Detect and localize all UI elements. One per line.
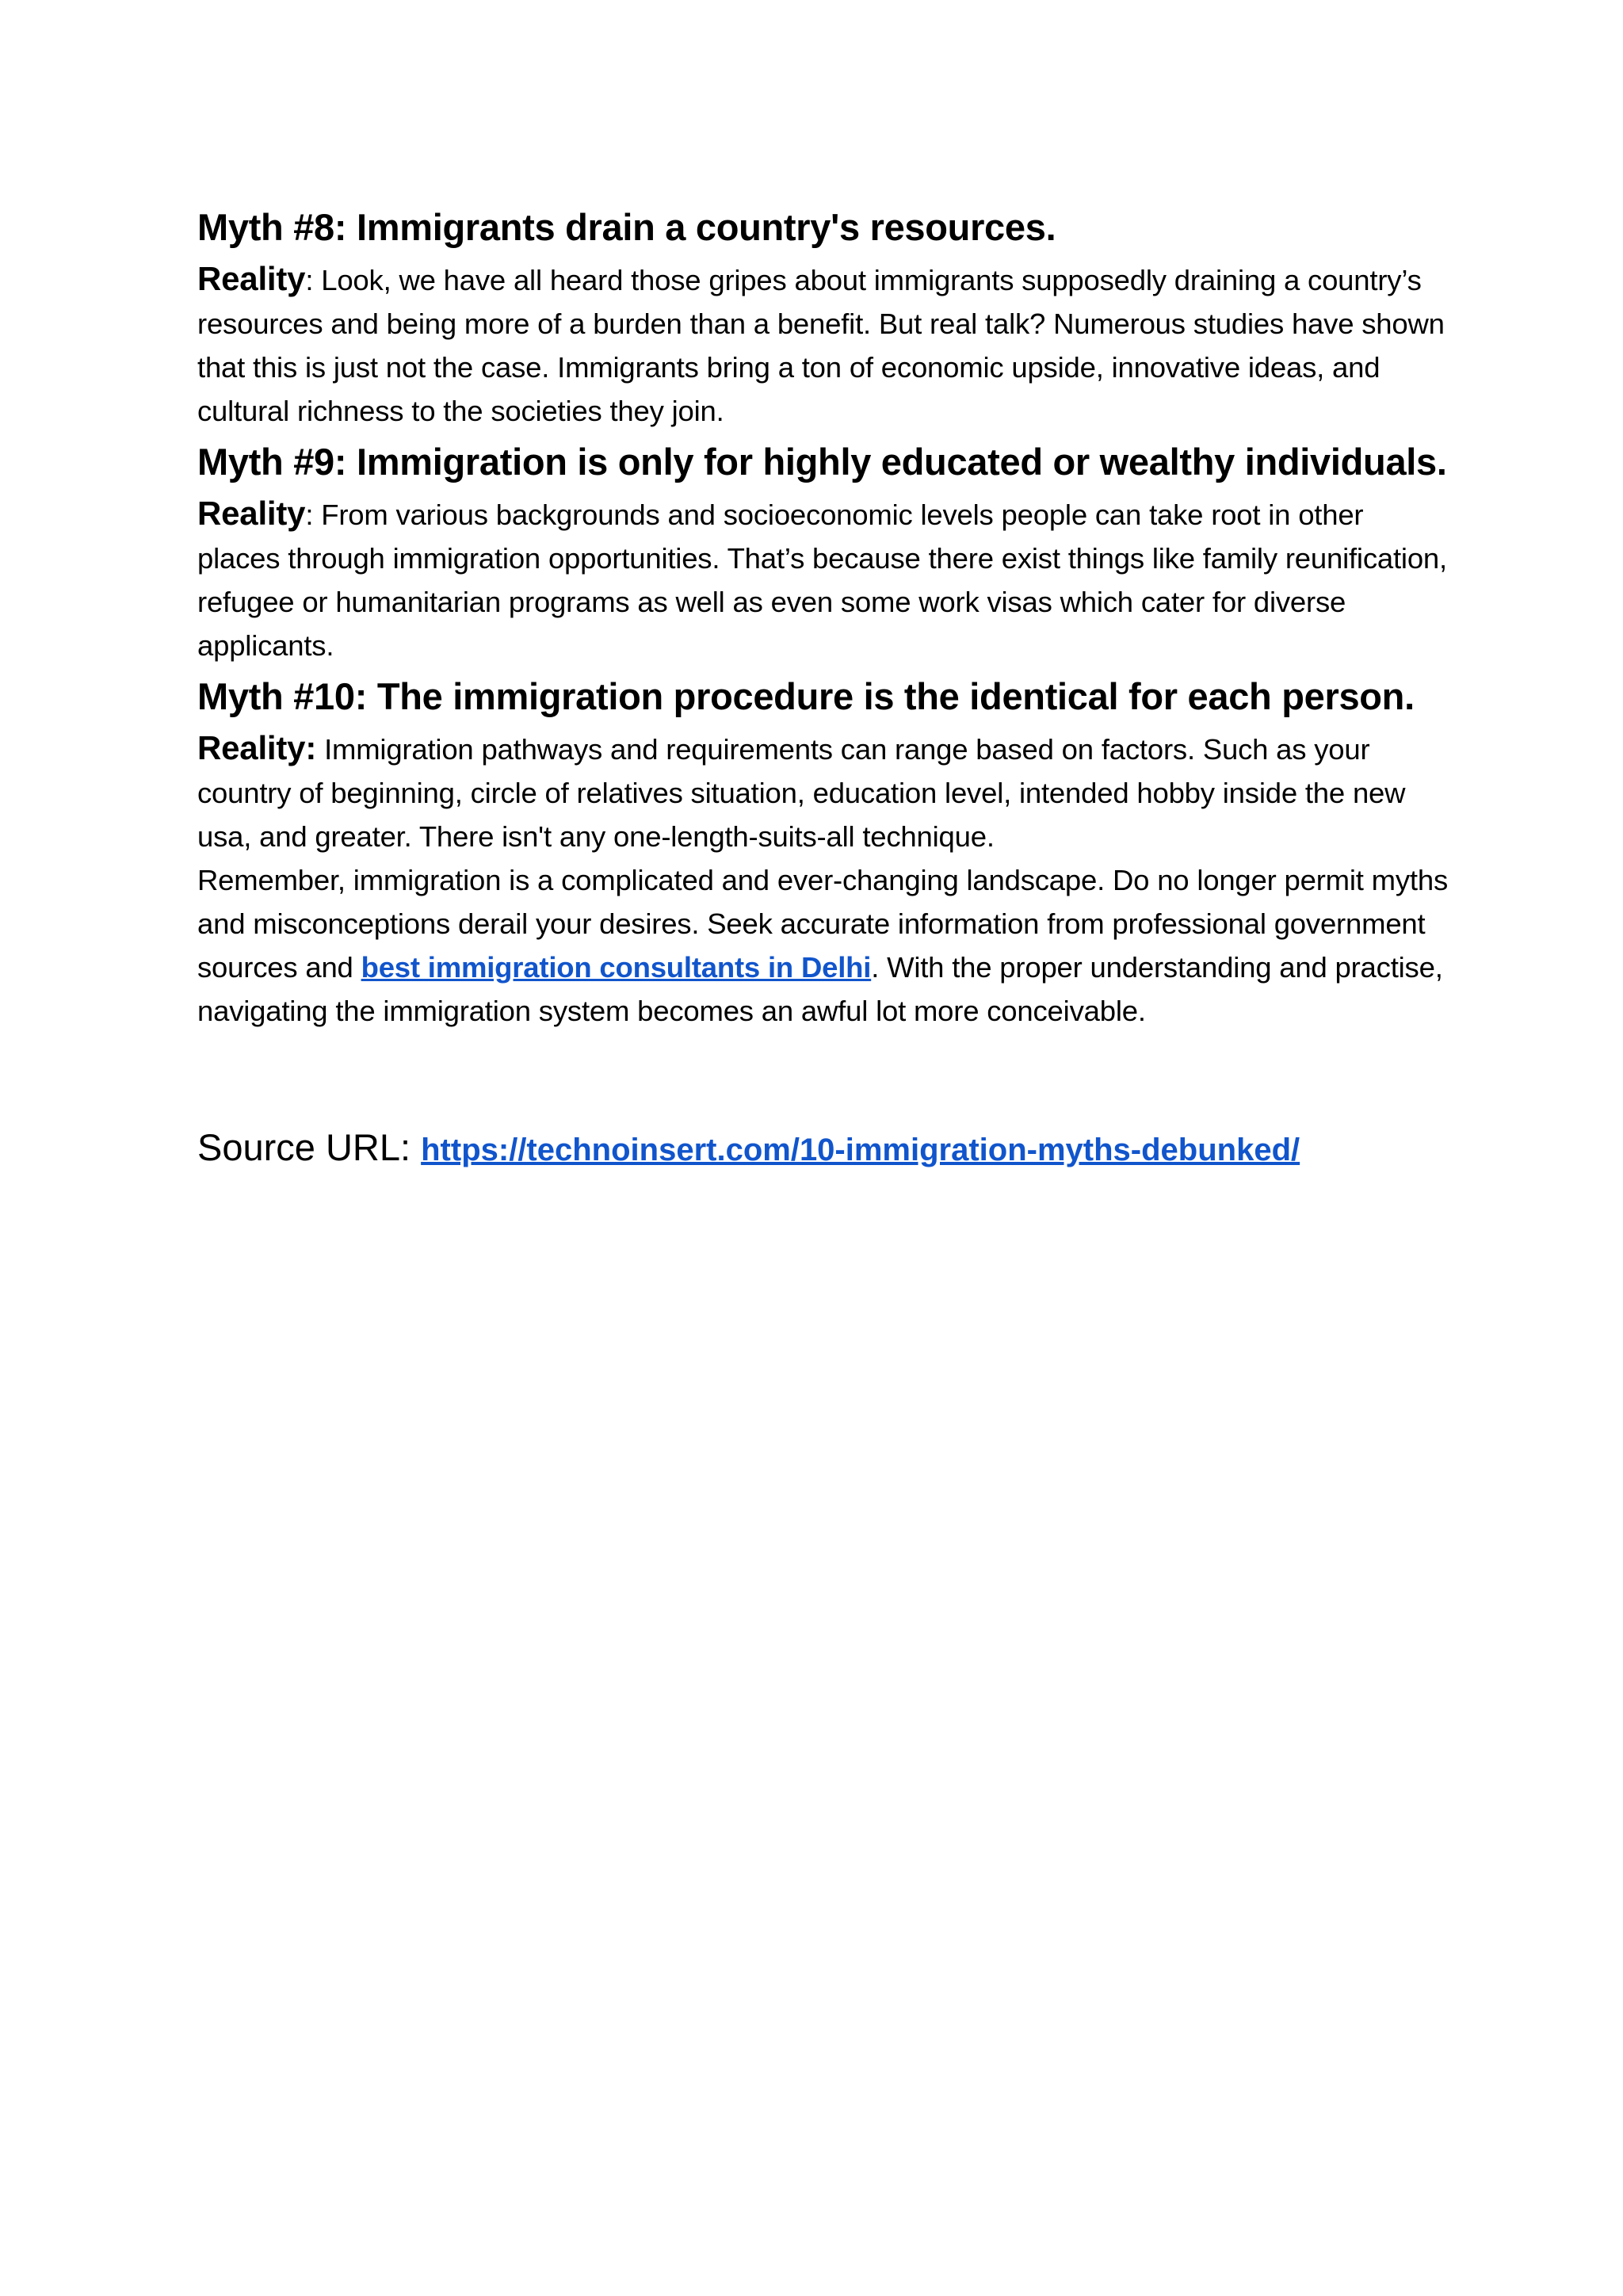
myth-9-reality-paragraph: [197, 491, 1449, 667]
document-page: [197, 198, 1449, 1174]
reality-label: Reality:: [197, 729, 317, 766]
source-line: [197, 1124, 1449, 1174]
reality-label: Reality: [197, 495, 306, 532]
reality-text: Look, we have all heard those gripes about immigrants supposedly draining a country’s resources and being more of a burden than a benefit. But real talk? Numerous studies have shown that this is just not the case. Immigrants bring a ton of economic upside, innovative ideas, and cultural richness to the societies they join.: [197, 264, 1445, 427]
closing-paragraph: [197, 858, 1449, 1033]
reality-separator: :: [305, 499, 314, 531]
reality-text: Immigration pathways and requirements can range based on factors. Such as your country of beginning, circle of relatives situation, education level, intended hobby inside the new usa, and greater. There isn't any one-length-suits-all technique.: [197, 733, 1406, 853]
reality-text: From various backgrounds and socioeconomic levels people can take root in other places through immigration opportunities. That’s because there exist things like family reunification, refugee or humanitarian programs as well as even some work visas which cater for diverse applicants.: [197, 499, 1447, 662]
source-url-link[interactable]: https://technoinsert.com/10-immigration-myths-debunked/: [421, 1133, 1300, 1167]
source-label: Source URL:: [197, 1126, 422, 1168]
reality-separator: :: [305, 264, 314, 296]
reality-label: Reality: [197, 260, 306, 297]
myth-9-heading: Myth #9: Immigration is only for highly educated or wealthy individuals.: [197, 441, 1447, 483]
myth-10-heading: Myth #10: The immigration procedure is the identical for each person.: [197, 675, 1415, 717]
closing-text-after: . With the proper understanding and practise, navigating the immigration system becomes an awful lot more conceivable.: [197, 951, 1443, 1027]
myth-8-heading: Myth #8: Immigrants drain a country's resources.: [197, 206, 1056, 248]
myth-8-reality-paragraph: [197, 257, 1449, 433]
closing-text-before: Remember, immigration is a complicated and ever-changing landscape. Do no longer permit myths and misconceptions derail your desires. Seek accurate information from professional government sources and: [197, 864, 1449, 984]
consultants-link[interactable]: best immigration consultants in Delhi: [361, 951, 872, 984]
myth-10-reality-paragraph: [197, 726, 1449, 858]
